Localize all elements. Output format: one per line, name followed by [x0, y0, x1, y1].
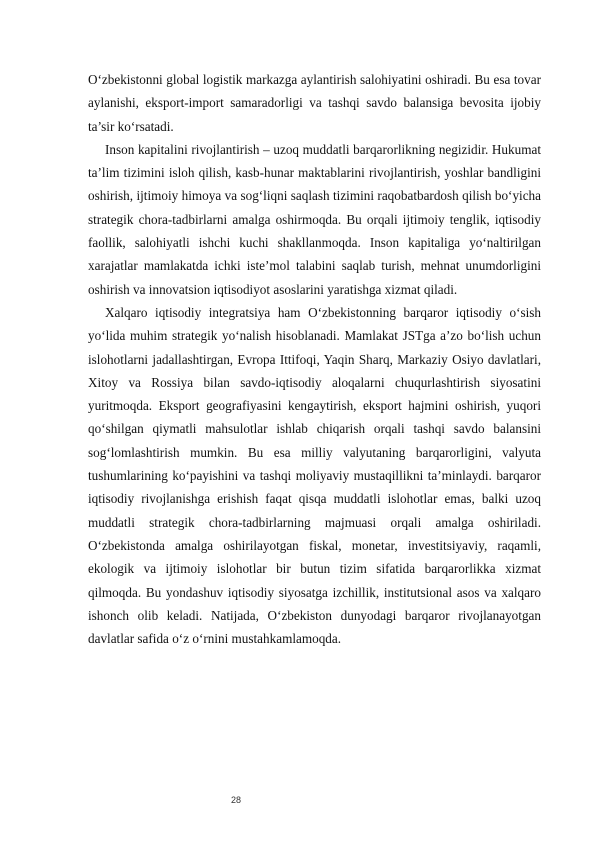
paragraph-human-capital: Inson kapitalini rivojlantirish – uzoq muddatli barqarorlikning negizidir. Hukumat ta’lim tizimini isloh qilish, kasb-hunar maktablarini rivojlantirish, yoshlar bandligini oshirish, ijtimoiy himoya va sog‘liqni saqlash tizimini raqobatbardosh qilish bo‘yicha strategik chora-tadbirlarni amalga oshirmoqda. Bu orqali ijtimoiy tenglik, iqtisodiy faollik, salohiyatli ishchi kuchi shakllanmoqda. Inson kapitaliga yo‘naltirilgan xarajatlar mamlakatda ichki iste’mol talabini saqlab turish, mehnat unumdorligini oshirish va innovatsion iqtisodiyot asoslarini yaratishga xizmat qiladi. [88, 141, 541, 297]
paragraph-continuation: O‘zbekistonni global logistik markazga aylantirish salohiyatini oshiradi. Bu esa tovar aylanishi, eksport-import samaradorligi va tashqi savdo balansiga bevosita ijobiy ta’sir ko‘rsatadi. [88, 72, 541, 134]
page-number: 28 [231, 795, 242, 805]
paragraph-international-integration: Xalqaro iqtisodiy integratsiya ham O‘zbekistonning barqaror iqtisodiy o‘sish yo‘lida muhim strategik yo‘nalish hisoblanadi. Mamlakat JSTga a’zo bo‘lish uchun islohotlarni jadallashtirgan, Evropa Ittifoqi, Yaqin Sharq, Markaziy Osiyo davlatlari, Xitoy va Rossiya bilan savdo-iqtisodiy aloqalarni chuqurlashtirish siyosatini yuritmoqda. Eksport geografiyasini kengaytirish, eksport hajmini oshirish, yuqori qo‘shilgan qiymatli mahsulotlar ishlab chiqarish orqali tashqi savdo balansini sog‘lomlashtirish mumkin. Bu esa milliy valyutaning barqarorligini, valyuta tushumlarining ko‘payishini va tashqi moliyaviy mustaqillikni ta’minlaydi. barqaror iqtisodiy rivojlanishga erishish faqat qisqa muddatli islohotlar emas, balki uzoq muddatli strategik chora-tadbirlarning majmuasi orqali amalga oshiriladi. O‘zbekistonda amalga oshirilayotgan fiskal, monetar, investitsiyaviy, raqamli, ekologik va ijtimoiy islohotlar bir butun tizim sifatida barqarorlikka xizmat qilmoqda. Bu yondashuv iqtisodiy siyosatga izchillik, institutsional asos va xalqaro ishonch olib keladi. Natijada, O‘zbekiston dunyodagi barqaror rivojlanayotgan davlatlar safida o‘z o‘rnini mustahkamlamoqda. [88, 304, 541, 647]
body-text [88, 68, 541, 650]
